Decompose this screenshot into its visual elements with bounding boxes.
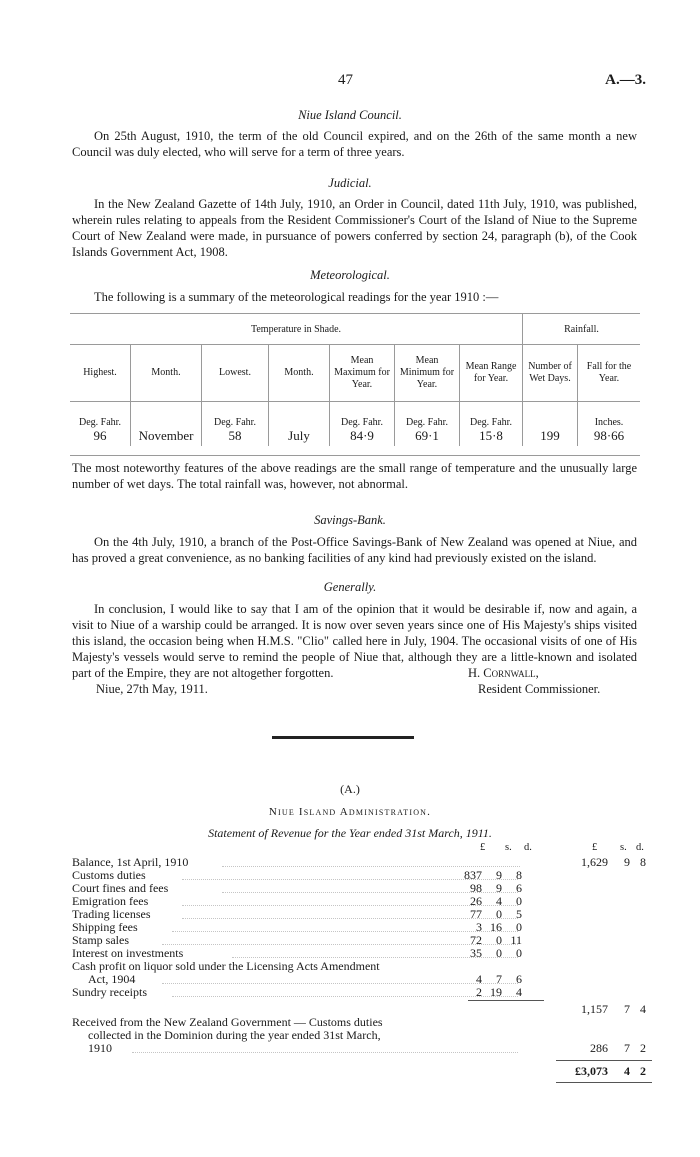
revenue-shillings: 16: [490, 920, 502, 934]
revenue-pounds: 77: [470, 907, 482, 921]
column-header: Lowest.: [202, 345, 269, 402]
section-heading-council: Niue Island Council.: [298, 108, 402, 122]
revenue-pounds: 98: [470, 881, 482, 895]
revenue-shillings: 0: [496, 933, 502, 947]
total-row: [72, 1065, 672, 1078]
revenue-pounds: 4: [476, 972, 482, 986]
unit-cell: Deg. Fahr.: [70, 402, 131, 429]
nz-received-text: Received from the New Zealand Government — Customs duties: [72, 1015, 383, 1029]
column-header: Mean Range for Year.: [460, 345, 523, 402]
revenue-pounds: 26: [470, 894, 482, 908]
value-cell: 84·9: [330, 428, 395, 446]
subtotal-shillings: 7: [624, 1002, 630, 1016]
revenue-shillings: 7: [496, 972, 502, 986]
revenue-pence: 11: [510, 933, 522, 947]
right-shillings-header: s.: [620, 842, 627, 853]
statement-title: Niue Island Administration.: [268, 806, 432, 818]
left-pence-header: d.: [524, 842, 532, 853]
leader-dots: [132, 1046, 518, 1053]
subtotal-pounds: 1,157: [581, 1002, 608, 1016]
nz-received-line: [72, 1029, 672, 1042]
value-cell: 58: [202, 428, 269, 446]
value-cell: July: [269, 428, 330, 446]
right-pence-header: d.: [636, 842, 644, 853]
unit-cell: [269, 402, 330, 429]
revenue-label: Shipping fees: [72, 920, 138, 934]
revenue-label: Court fines and fees: [72, 881, 169, 895]
rainfall-group-header: Rainfall.: [523, 314, 641, 345]
revenue-pence: 0: [516, 894, 522, 908]
column-header: Number of Wet Days.: [523, 345, 578, 402]
revenue-pounds: 72: [470, 933, 482, 947]
revenue-label: Cash profit on liquor sold under the Licensing Acts Amendment: [72, 959, 380, 973]
value-cell: 15·8: [460, 428, 523, 446]
revenue-row: [72, 960, 672, 973]
table-value-row: [70, 428, 640, 446]
signature-title: Resident Commissioner.: [478, 682, 601, 696]
revenue-pence: 8: [516, 868, 522, 882]
nz-received-pence: 2: [640, 1041, 646, 1055]
column-header: Mean Maximum for Year.: [330, 345, 395, 402]
revenue-label: Act, 1904: [88, 972, 136, 986]
balance-pence: 8: [640, 855, 646, 869]
revenue-shillings: 4: [496, 894, 502, 908]
balance-pounds: 1,629: [581, 855, 608, 869]
table-bottom-rule: [70, 455, 640, 456]
statement-subtitle: Statement of Revenue for the Year ended 31st March, 1911.: [208, 826, 492, 840]
balance-shillings: 9: [624, 855, 630, 869]
meteorological-note: The most noteworthy features of the above readings are the small range of temperature and the unusually large number of wet days. The total rainfall was, however, not abnormal.: [72, 461, 637, 491]
unit-cell: [523, 402, 578, 429]
subtotal-pence: 4: [640, 1002, 646, 1016]
revenue-label: Sundry receipts: [72, 985, 147, 999]
savings-bank-paragraph: On the 4th July, 1910, a branch of the Post-Office Savings-Bank of New Zealand was opened at Niue, and has proved a great convenience, as no banking facilities of any kind had previously existed on the island.: [72, 535, 637, 565]
revenue-pounds: 3: [476, 920, 482, 934]
table-column-header-row: [70, 345, 640, 402]
signature-name: H. Cornwall,: [468, 666, 539, 680]
revenue-pounds: 2: [476, 985, 482, 999]
value-cell: 96: [70, 428, 131, 446]
total-double-rule: [556, 1082, 652, 1083]
revenue-row: [72, 882, 672, 895]
column-header: Mean Minimum for Year.: [395, 345, 460, 402]
revenue-label: Stamp sales: [72, 933, 129, 947]
revenue-shillings: 0: [496, 946, 502, 960]
revenue-pence: 6: [516, 972, 522, 986]
total-pounds: £3,073: [575, 1064, 608, 1078]
meteorological-table: [70, 314, 640, 446]
revenue-row: [72, 986, 672, 999]
section-heading-judicial: Judicial.: [328, 176, 372, 190]
unit-cell: Deg. Fahr.: [395, 402, 460, 429]
column-header: Month.: [269, 345, 330, 402]
revenue-shillings: 9: [496, 881, 502, 895]
total-shillings: 4: [624, 1064, 630, 1078]
nz-received-text: collected in the Dominion during the year ended 31st March,: [88, 1028, 381, 1042]
place-and-date: Niue, 27th May, 1911.: [96, 682, 208, 696]
section-heading-savings-bank: Savings-Bank.: [314, 513, 386, 527]
appendix-label: (A.): [340, 782, 360, 796]
nz-received-pounds: 286: [590, 1041, 608, 1055]
page-header: [0, 72, 700, 94]
value-cell: 98·66: [593, 428, 625, 443]
generally-paragraph: In conclusion, I would like to say that I am of the opinion that it would be desirable if, now and again, a visit to Niue of a warship could be arranged. It is now over seven years since one of His Majesty's ships visited this island, the occasion being when H.M.S. "Clio" called here in July, 1904. The occasional visits of one of His Majesty's vessels would serve to remind the people of Niue that, although they are a little-known and isolated part of the Empire, they are not altogether forgotten.: [72, 602, 637, 680]
judicial-paragraph: In the New Zealand Gazette of 14th July, 1910, an Order in Council, dated 11th July, 1910, was published, wherein rules relating to appeals from the Resident Commissioner's Court of the Island of Niue to the Supreme Court of New Zealand were made, in pursuance of powers conferred by section 24, paragraph (b), of the Cook Islands Government Act, 1908.: [72, 197, 637, 259]
revenue-label: Trading licenses: [72, 907, 151, 921]
subtotal-rule: [468, 1000, 544, 1001]
unit-cell: [131, 402, 202, 429]
revenue-label: Interest on investments: [72, 946, 184, 960]
temperature-group-header: Temperature in Shade.: [70, 314, 523, 345]
document-reference: A.—3.: [605, 72, 646, 88]
column-header: Highest.: [70, 345, 131, 402]
unit-cell: Deg. Fahr.: [330, 402, 395, 429]
revenue-pounds: 837: [464, 868, 482, 882]
page-number: 47: [338, 72, 353, 88]
section-heading-generally: Generally.: [323, 580, 377, 594]
value-cell: 199: [523, 428, 578, 446]
revenue-row: [72, 973, 672, 986]
value-cell: 69·1: [395, 428, 460, 446]
nz-received-shillings: 7: [624, 1041, 630, 1055]
table-group-header-row: [70, 314, 640, 345]
unit-cell: Inches.: [594, 417, 624, 428]
unit-cell: Deg. Fahr.: [202, 402, 269, 429]
section-heading-meteorological: Meteorological.: [310, 268, 390, 282]
total-rule: [556, 1060, 652, 1061]
left-pounds-header: £: [480, 842, 486, 853]
revenue-shillings: 0: [496, 907, 502, 921]
revenue-label: Customs duties: [72, 868, 146, 882]
revenue-row: [72, 921, 672, 934]
revenue-pence: 0: [516, 920, 522, 934]
revenue-pence: 5: [516, 907, 522, 921]
total-pence: 2: [640, 1064, 646, 1078]
nz-received-row: [72, 1042, 672, 1055]
meteorological-intro: The following is a summary of the meteorological readings for the year 1910 :—: [94, 290, 499, 304]
value-cell: November: [131, 428, 202, 446]
revenue-pence: 0: [516, 946, 522, 960]
revenue-row: [72, 908, 672, 921]
balance-label: Balance, 1st April, 1910: [72, 855, 189, 869]
nz-received-text: 1910: [88, 1041, 112, 1055]
unit-cell: Deg. Fahr.: [460, 402, 523, 429]
right-pounds-header: £: [592, 842, 598, 853]
revenue-pence: 6: [516, 881, 522, 895]
section-divider: [272, 736, 414, 739]
leader-dots: [222, 860, 520, 867]
revenue-shillings: 9: [496, 868, 502, 882]
revenue-row: [72, 895, 672, 908]
revenue-label: Emigration fees: [72, 894, 149, 908]
revenue-shillings: 19: [490, 985, 502, 999]
column-header: Fall for the Year.: [578, 345, 641, 402]
council-paragraph: On 25th August, 1910, the term of the old Council expired, and on the 26th of the same month a new Council was duly elected, who will serve for a term of three years.: [72, 129, 637, 159]
revenue-pence: 4: [516, 985, 522, 999]
column-header: Month.: [131, 345, 202, 402]
balance-row: [72, 856, 672, 869]
revenue-pounds: 35: [470, 946, 482, 960]
left-shillings-header: s.: [505, 842, 512, 853]
table-unit-row: [70, 402, 640, 429]
